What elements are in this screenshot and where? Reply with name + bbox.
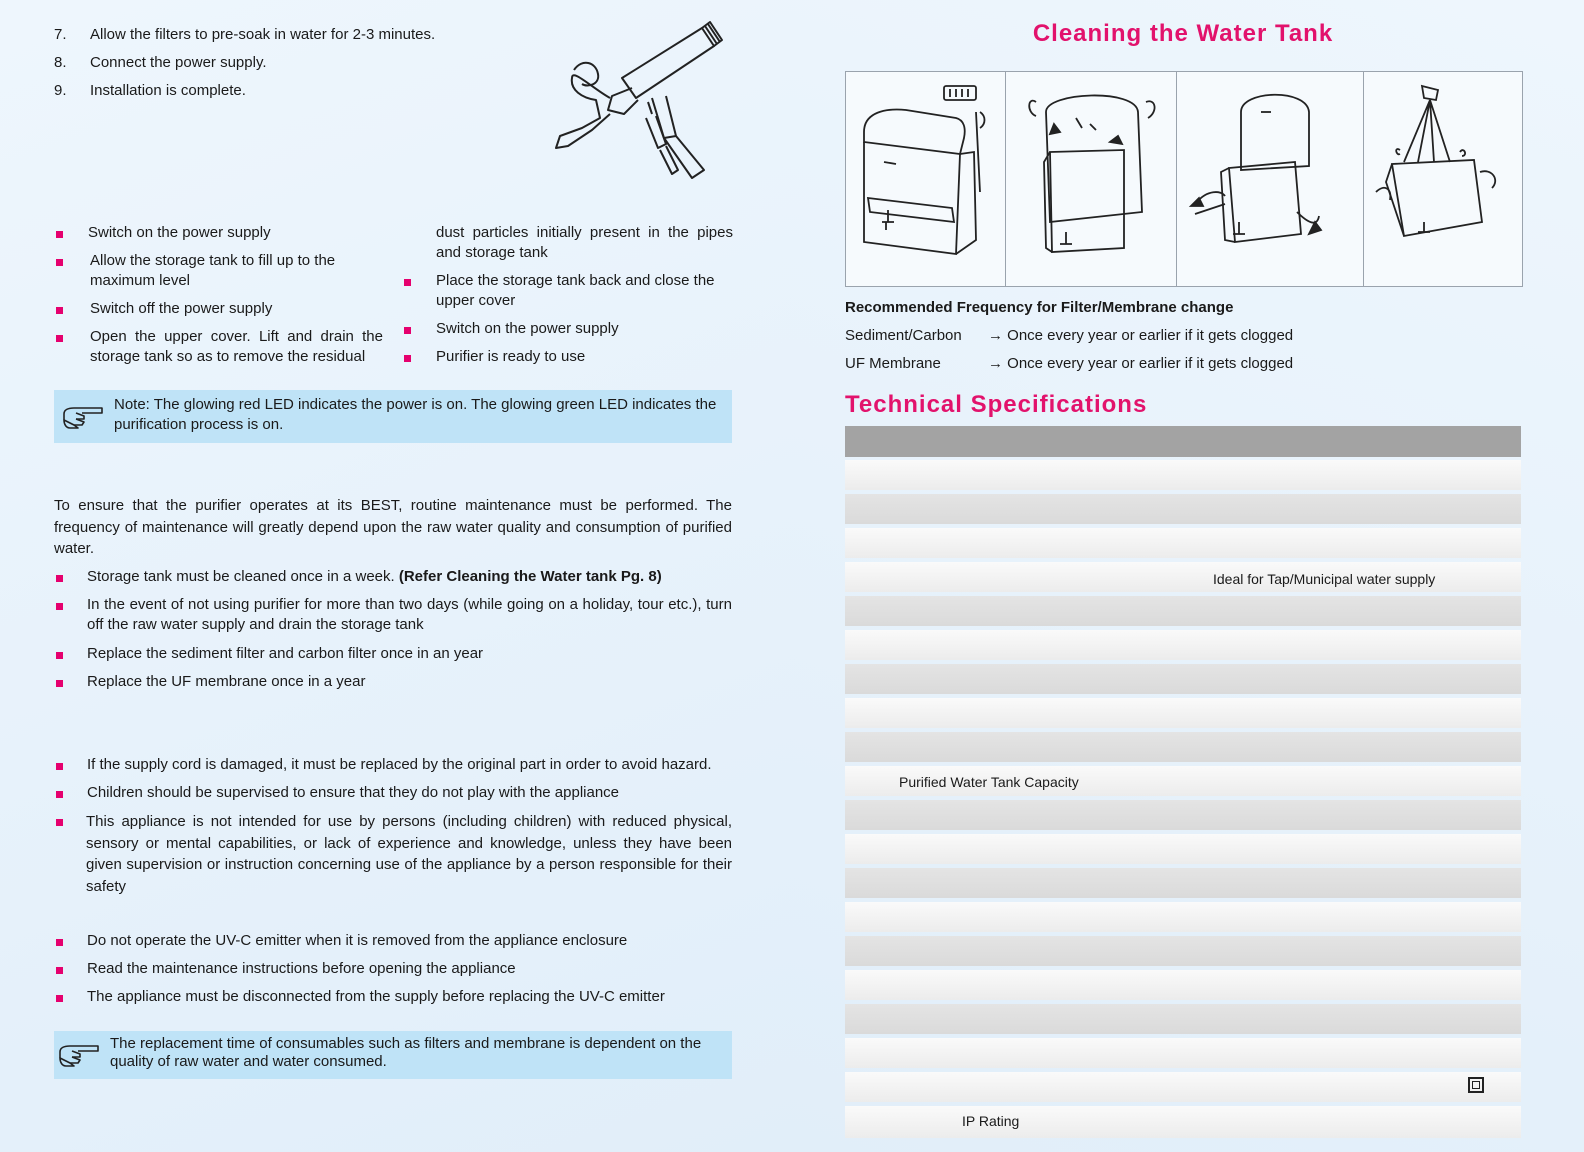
consumables-note-text: The replacement time of consumables such as filters and membrane is dependent on the quality of raw water and water consumed.: [110, 1035, 702, 1070]
spec-row: [845, 902, 1521, 932]
spec-ip-rating-label: IP Rating: [962, 1113, 1020, 1129]
frequency-value-uf: → Once every year or earlier if it gets clogged: [988, 355, 1294, 372]
led-note-text: Note: The glowing red LED indicates the power is on. The glowing green LED indicates the purification process is on.: [114, 396, 717, 433]
uvc-item-2: Read the maintenance instructions before opening the appliance: [87, 960, 516, 977]
flush-step-3: Switch off the power supply: [90, 300, 273, 317]
maintenance-item-1-text: Storage tank must be cleaned once in a week.: [87, 568, 399, 585]
faucet-connector-illustration: [552, 18, 732, 188]
maintenance-item-1-ref-open: (Refer: [398, 568, 447, 585]
bullet-icon: [56, 939, 63, 946]
bullet-icon: [56, 680, 63, 687]
flush-step-5: Place the storage tank back and close the upper cover: [436, 272, 715, 309]
spec-row: [845, 528, 1521, 558]
bullet-icon: [56, 791, 63, 798]
bullet-icon: [56, 763, 63, 770]
led-note-box: [54, 390, 732, 443]
spec-row: [845, 1004, 1521, 1034]
uvc-item-1: Do not operate the UV-C emitter when it is removed from the appliance enclosure: [87, 932, 628, 949]
maintenance-item-3: Replace the sediment filter and carbon filter once in an year: [87, 645, 484, 662]
bullet-icon: [404, 327, 411, 334]
spec-row: [845, 494, 1521, 524]
bullet-icon: [56, 819, 63, 826]
bullet-icon: [404, 279, 411, 286]
spec-row: [845, 664, 1521, 694]
spec-tank-capacity-label: Purified Water Tank Capacity: [899, 774, 1079, 790]
bullet-icon: [56, 603, 63, 610]
spec-row: [845, 800, 1521, 830]
frequency-label-sediment: Sediment/Carbon: [845, 327, 962, 344]
double-insulation-icon-inner: [1472, 1081, 1480, 1089]
bullet-icon: [404, 355, 411, 362]
bullet-icon: [56, 995, 63, 1002]
tech-spec-title: Technical Specifications: [845, 391, 1148, 418]
spec-row: [845, 698, 1521, 728]
spec-row: [845, 732, 1521, 762]
spec-row: [845, 868, 1521, 898]
maintenance-item-1-ref-close: Pg. 8): [616, 568, 662, 585]
bullet-icon: [56, 575, 63, 582]
spec-row: [845, 834, 1521, 864]
install-step-8: 8. Connect the power supply.: [54, 54, 267, 71]
cleaning-illustration-2: [1005, 71, 1178, 287]
safety-item-2: Children should be supervised to ensure that they do not play with the appliance: [87, 784, 620, 801]
double-insulation-icon: [1468, 1077, 1484, 1093]
spec-row: [845, 1038, 1521, 1068]
cleaning-illustration-3: [1176, 71, 1365, 287]
consumables-note-box: [54, 1031, 732, 1079]
install-step-7: 7. Allow the filters to pre-soak in water for 2-3 minutes.: [54, 26, 436, 43]
cleaning-title: Cleaning the Water Tank: [1032, 20, 1334, 47]
spec-row: [845, 460, 1521, 490]
spec-row: [845, 936, 1521, 966]
cleaning-illustration-4: [1363, 71, 1523, 287]
pointing-hand-icon: [62, 404, 104, 430]
flush-step-7: Purifier is ready to use: [436, 348, 586, 365]
frequency-value-sediment: → Once every year or earlier if it gets clogged: [988, 327, 1294, 344]
flush-step-2: Allow the storage tank to fill up to the maximum level: [90, 252, 336, 289]
purifier-unit-illustration: [846, 72, 1006, 286]
spec-row: [845, 1072, 1521, 1102]
bullet-icon: [56, 652, 63, 659]
spec-row: [845, 596, 1521, 626]
uvc-item-3: The appliance must be disconnected from the supply before replacing the UV-C emitter: [87, 988, 665, 1005]
flush-step-1: Switch on the power supply: [88, 224, 271, 241]
spec-table-header: [845, 426, 1521, 457]
spec-row: [845, 970, 1521, 1000]
bullet-icon: [56, 307, 63, 314]
frequency-label-uf: UF Membrane: [845, 355, 941, 372]
lift-tank-illustration: [1177, 72, 1364, 286]
install-step-9: 9. Installation is complete.: [54, 82, 246, 99]
maintenance-item-1-ref-title: Cleaning the Water tank: [446, 568, 617, 585]
bullet-icon: [56, 967, 63, 974]
flush-step-6: Switch on the power supply: [436, 320, 619, 337]
maintenance-item-2: In the event of not using purifier for more than two days (while going on a holiday, tour etc.), turn off the raw water supply and drain the storage tank: [87, 596, 732, 633]
frequency-title: Recommended Frequency for Filter/Membrane change: [845, 299, 1234, 316]
safety-item-3: This appliance is not intended for use by persons (including children) with reduced physical, sensory or mental capabilities, or lack of experience and knowledge, unless they have been given supervision or instruction concerning use of the appliance by a person responsible for their safety: [86, 813, 732, 895]
cleaning-illustration-1: [845, 71, 1007, 287]
maintenance-intro: To ensure that the purifier operates at its BEST, routine maintenance must be performed. The frequency of maintenance will greatly depend upon the raw water quality and consumption of purified water.: [54, 497, 732, 557]
bullet-icon: [56, 231, 63, 238]
open-cover-illustration: [1006, 72, 1177, 286]
flush-step-4-continued: dust particles initially present in the pipes and storage tank: [436, 224, 733, 261]
bullet-icon: [56, 259, 63, 266]
spec-row: [845, 630, 1521, 660]
safety-item-1: If the supply cord is damaged, it must be replaced by the original part in order to avoid hazard.: [87, 756, 712, 773]
spec-row: [845, 1106, 1521, 1138]
bullet-icon: [56, 335, 63, 342]
maintenance-item-1: [87, 567, 732, 587]
pointing-hand-icon: [58, 1042, 100, 1068]
rinse-tank-illustration: [1364, 72, 1522, 286]
spec-ideal-use-value: Ideal for Tap/Municipal water supply: [1213, 571, 1436, 587]
maintenance-item-4: Replace the UF membrane once in a year: [87, 673, 366, 690]
flush-step-4: Open the upper cover. Lift and drain the storage tank so as to remove the residual: [90, 328, 383, 365]
